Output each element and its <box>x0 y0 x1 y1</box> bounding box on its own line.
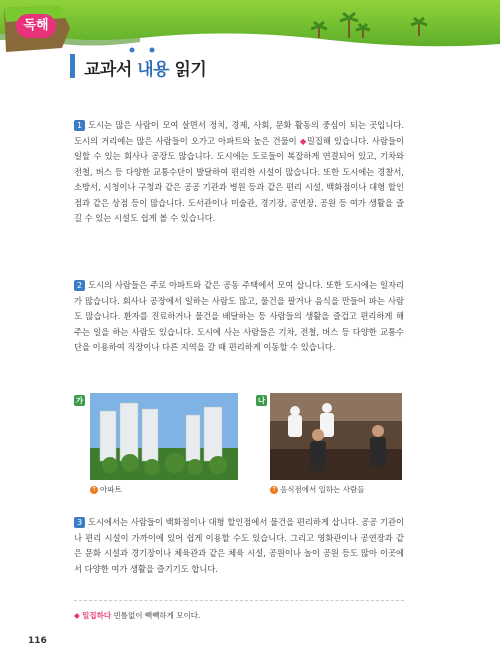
paragraph-1 <box>74 118 404 227</box>
photo-label-na: 나 <box>257 396 266 405</box>
photo-label-ga: 가 <box>75 396 84 405</box>
title-highlight: 내용 <box>137 60 170 80</box>
diamond-icon: ◆ <box>74 611 80 620</box>
glossary-definition: 빈틈없이 빽빽하게 모이다. <box>113 611 201 620</box>
photo-caption-ga <box>90 484 122 495</box>
glossary-note <box>74 610 200 621</box>
title-prefix: 교과서 <box>84 60 138 80</box>
title-dots-decoration <box>122 46 182 54</box>
header-banner <box>0 0 500 68</box>
photo-caption-na <box>270 484 364 495</box>
paragraph-text: 도시에서는 사람들이 백화점이나 대형 할인점에서 물건을 편리하게 삽니다. 공공 기관이나 편리 시설이 가까이에 있어 쉽게 이용할 수도 있습니다. 그리고 영화관이나 공연장과 같은 문화 시설과 경기장이나 체육관과 같은 체육 시설, 공원이나 놀이 공원 등도 많아 이곳에서 다양한 여가 생활을 즐기기도 합니다. <box>74 517 404 574</box>
caption-text: 음식점에서 일하는 사람들 <box>280 485 365 494</box>
arrow-up-icon: ↑ <box>271 486 277 493</box>
paragraph-text-before: 도시는 많은 사람이 모여 살면서 정치, 경제, 사회, 문화 활동의 중심이 되는 곳입니다. 도시의 거리에는 많은 사람들이 오가고 아파트와 높은 건물이 <box>74 120 404 146</box>
paragraph-number: 1 <box>74 120 85 131</box>
section-tag: 독해 <box>16 14 56 38</box>
paragraph-number: 3 <box>74 517 85 528</box>
page-number: 116 <box>28 636 47 646</box>
paragraph-text-after: 밀집해 있습니다. 사람들이 일할 수 있는 회사나 공장도 많습니다. 도시에는 도로들이 복잡하게 연결되어 있고, 기차와 전철, 버스 등 다양한 교통수단이 발달하여 편리한 시설이 많습니다. 또한 도시에는 경찰서, 소방서, 시청이나 구청과 같은 공공 기관과 병원 등과 같은 편리 시설, 백화점이나 대형 할인점과 같은 상점 등이 많습니다. 도서관이나 미술관, 경기장, 공연장, 공원 등 여가 생활을 즐길 수 있는 시설도 쉽게 볼 수 있습니다. <box>74 135 404 223</box>
glossary-term: 밀집하다 <box>82 611 112 620</box>
restaurant-photo <box>270 393 402 480</box>
paragraph-text: 도시의 사람들은 주로 아파트와 같은 공동 주택에서 모여 삽니다. 또한 도시에는 일자리가 많습니다. 회사나 공장에서 일하는 사람도 많고, 물건을 팔거나 음식을 만들어 파는 사람도 많습니다. 환자를 진료하거나 물건을 배달하는 등 사람들의 생활을 즐겁고 편리하게 해 주는 일을 하는 사람도 있습니다. 도시에 사는 사람들은 기차, 전철, 버스 등 다양한 교통수단을 이용하여 직장이나 다른 지역을 갈 때 편리하게 이동할 수 있습니다. <box>74 280 404 352</box>
paragraph-2 <box>74 278 404 356</box>
page-title <box>84 55 206 80</box>
arrow-up-icon: ↑ <box>91 486 97 493</box>
apartment-photo <box>90 393 238 480</box>
title-suffix: 읽기 <box>169 60 207 80</box>
paragraph-number: 2 <box>74 280 85 291</box>
paragraph-3 <box>74 515 404 577</box>
caption-text: 아파트 <box>100 485 122 494</box>
title-accent-bar <box>70 54 75 78</box>
glossary-divider <box>74 600 404 601</box>
glossary-marker: ◆ <box>299 135 307 146</box>
